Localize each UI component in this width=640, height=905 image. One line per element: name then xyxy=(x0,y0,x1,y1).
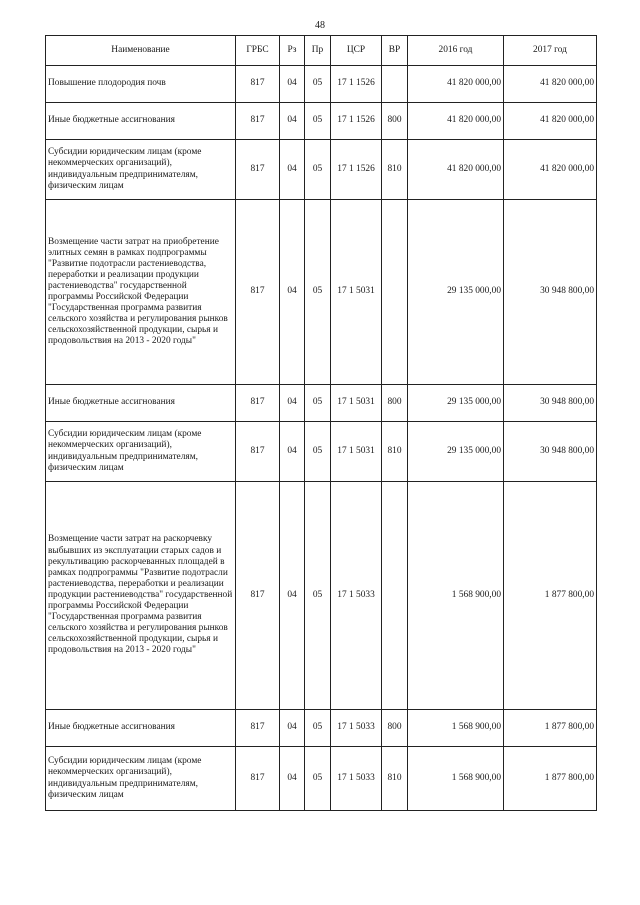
cell-2016: 1 568 900,00 xyxy=(408,482,504,710)
cell-vr: 800 xyxy=(382,103,408,140)
cell-csr: 17 1 5031 xyxy=(331,200,382,385)
cell-csr: 17 1 1526 xyxy=(331,140,382,200)
cell-2016: 1 568 900,00 xyxy=(408,710,504,747)
cell-pr: 05 xyxy=(305,66,331,103)
cell-rz: 04 xyxy=(280,710,305,747)
cell-name: Повышение плодородия почв xyxy=(46,66,236,103)
cell-grbs: 817 xyxy=(236,200,280,385)
cell-2016: 41 820 000,00 xyxy=(408,140,504,200)
cell-name: Иные бюджетные ассигнования xyxy=(46,710,236,747)
table-row xyxy=(46,385,597,422)
cell-name: Возмещение части затрат на приобретение элитных семян в рамках подпрограммы "Развитие подотрасли растениеводства, переработки и реализации продукции растениеводства" государственной программы Российской Федерации "Государственная программа развития сельского хозяйства и регулирования рынков сельскохозяйственной продукции, сырья и продовольствия на 2013 - 2020 годы" xyxy=(46,200,236,385)
table-row xyxy=(46,103,597,140)
cell-pr: 05 xyxy=(305,200,331,385)
cell-pr: 05 xyxy=(305,103,331,140)
cell-pr: 05 xyxy=(305,422,331,482)
cell-2017: 30 948 800,00 xyxy=(504,200,597,385)
cell-2016: 41 820 000,00 xyxy=(408,66,504,103)
cell-2017: 41 820 000,00 xyxy=(504,103,597,140)
cell-rz: 04 xyxy=(280,66,305,103)
cell-2017: 1 877 800,00 xyxy=(504,747,597,811)
cell-rz: 04 xyxy=(280,422,305,482)
table-row xyxy=(46,747,597,811)
cell-name: Иные бюджетные ассигнования xyxy=(46,103,236,140)
header-pr: Пр xyxy=(305,36,331,66)
cell-vr: 800 xyxy=(382,385,408,422)
cell-csr: 17 1 5033 xyxy=(331,482,382,710)
cell-vr: 810 xyxy=(382,140,408,200)
cell-grbs: 817 xyxy=(236,482,280,710)
table-header-row xyxy=(46,36,597,66)
table-row xyxy=(46,200,597,385)
cell-csr: 17 1 1526 xyxy=(331,103,382,140)
cell-pr: 05 xyxy=(305,385,331,422)
cell-2016: 29 135 000,00 xyxy=(408,385,504,422)
cell-pr: 05 xyxy=(305,747,331,811)
cell-vr: 810 xyxy=(382,747,408,811)
cell-csr: 17 1 5033 xyxy=(331,747,382,811)
header-csr: ЦСР xyxy=(331,36,382,66)
cell-vr xyxy=(382,200,408,385)
table-row xyxy=(46,422,597,482)
header-vr: ВР xyxy=(382,36,408,66)
header-rz: Рз xyxy=(280,36,305,66)
cell-2017: 30 948 800,00 xyxy=(504,385,597,422)
table-row xyxy=(46,710,597,747)
cell-pr: 05 xyxy=(305,482,331,710)
cell-2016: 29 135 000,00 xyxy=(408,200,504,385)
cell-csr: 17 1 5031 xyxy=(331,422,382,482)
cell-pr: 05 xyxy=(305,710,331,747)
header-2016: 2016 год xyxy=(408,36,504,66)
cell-rz: 04 xyxy=(280,103,305,140)
cell-grbs: 817 xyxy=(236,710,280,747)
cell-csr: 17 1 5031 xyxy=(331,385,382,422)
cell-name: Субсидии юридическим лицам (кроме некоммерческих организаций), индивидуальным предпринимателям, физическим лицам xyxy=(46,422,236,482)
cell-2016: 41 820 000,00 xyxy=(408,103,504,140)
cell-vr xyxy=(382,66,408,103)
budget-table xyxy=(45,35,597,811)
cell-grbs: 817 xyxy=(236,747,280,811)
cell-2017: 1 877 800,00 xyxy=(504,710,597,747)
table-row xyxy=(46,140,597,200)
cell-csr: 17 1 5033 xyxy=(331,710,382,747)
cell-grbs: 817 xyxy=(236,422,280,482)
cell-vr xyxy=(382,482,408,710)
cell-rz: 04 xyxy=(280,747,305,811)
cell-2017: 1 877 800,00 xyxy=(504,482,597,710)
header-2017: 2017 год xyxy=(504,36,597,66)
cell-name: Субсидии юридическим лицам (кроме некоммерческих организаций), индивидуальным предпринимателям, физическим лицам xyxy=(46,747,236,811)
table-row xyxy=(46,66,597,103)
cell-grbs: 817 xyxy=(236,66,280,103)
cell-2017: 30 948 800,00 xyxy=(504,422,597,482)
cell-rz: 04 xyxy=(280,482,305,710)
cell-2016: 29 135 000,00 xyxy=(408,422,504,482)
cell-grbs: 817 xyxy=(236,103,280,140)
cell-csr: 17 1 1526 xyxy=(331,66,382,103)
cell-rz: 04 xyxy=(280,140,305,200)
cell-pr: 05 xyxy=(305,140,331,200)
cell-grbs: 817 xyxy=(236,385,280,422)
header-name: Наименование xyxy=(46,36,236,66)
cell-2017: 41 820 000,00 xyxy=(504,140,597,200)
cell-vr: 800 xyxy=(382,710,408,747)
cell-rz: 04 xyxy=(280,200,305,385)
cell-name: Иные бюджетные ассигнования xyxy=(46,385,236,422)
table-row xyxy=(46,482,597,710)
cell-grbs: 817 xyxy=(236,140,280,200)
cell-name: Возмещение части затрат на раскорчевку выбывших из эксплуатации старых садов и рекультивацию раскорчеванных площадей в рамках подпрограммы "Развитие подотрасли растениеводства, переработки и реализации продукции растениеводства" государственной программы Российской Федерации "Государственная программа развития сельского хозяйства и регулирования рынков сельскохозяйственной продукции, сырья и продовольствия на 2013 - 2020 годы" xyxy=(46,482,236,710)
cell-name: Субсидии юридическим лицам (кроме некоммерческих организаций), индивидуальным предпринимателям, физическим лицам xyxy=(46,140,236,200)
cell-2016: 1 568 900,00 xyxy=(408,747,504,811)
header-grbs: ГРБС xyxy=(236,36,280,66)
cell-vr: 810 xyxy=(382,422,408,482)
page-number: 48 xyxy=(315,20,325,31)
cell-2017: 41 820 000,00 xyxy=(504,66,597,103)
cell-rz: 04 xyxy=(280,385,305,422)
